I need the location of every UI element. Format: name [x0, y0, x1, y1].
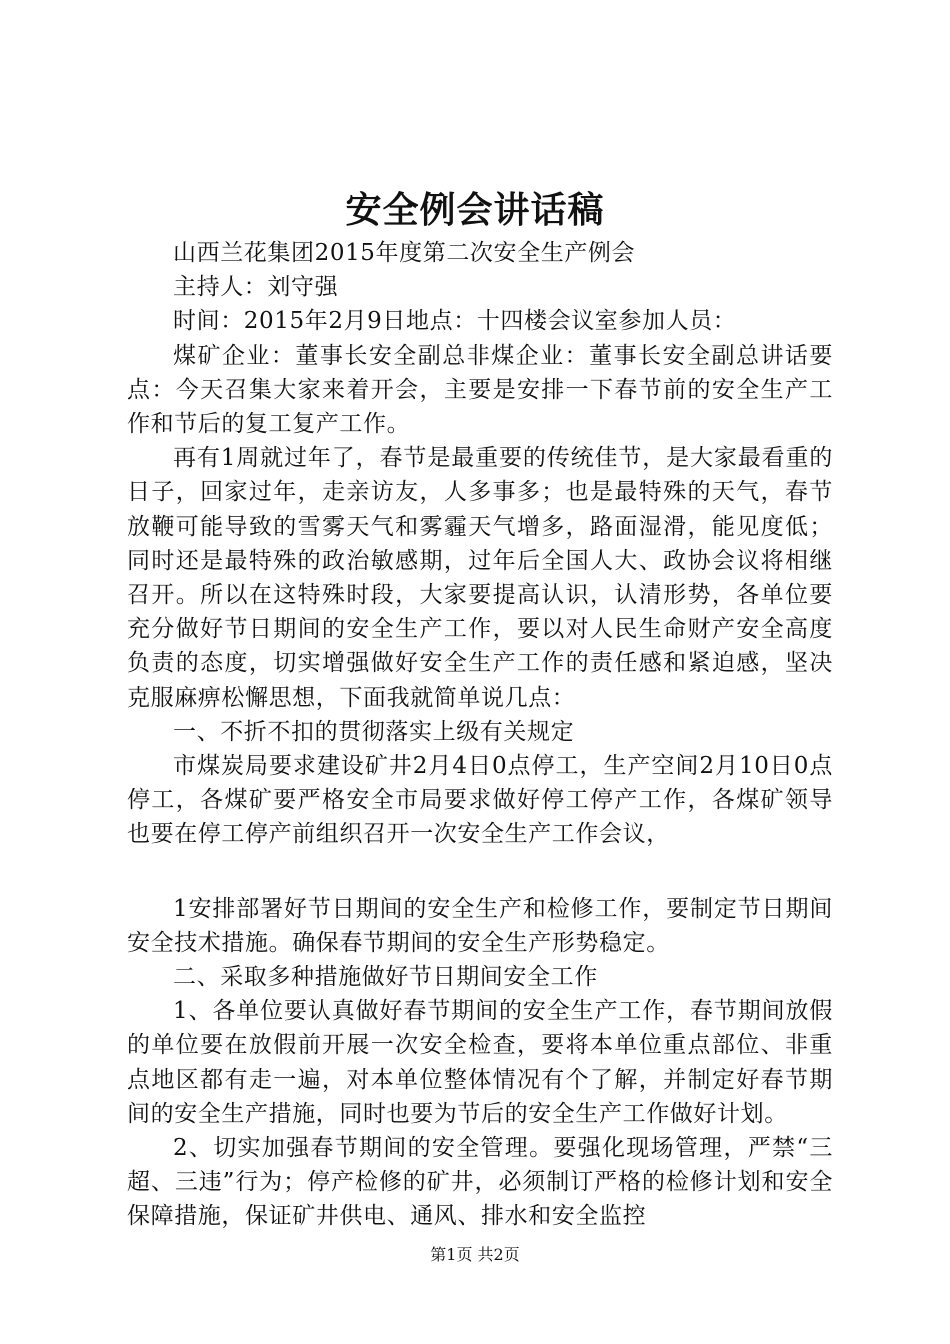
paragraph-host: 主持人：刘守强 — [173, 274, 339, 301]
section-heading-2: 二、采取多种措施做好节日期间安全工作 — [173, 964, 598, 991]
page-number-footer: 第1页 共2页 — [430, 1245, 520, 1264]
paragraph-shutdown: 市煤炭局要求建设矿井2月4日0点停工，生产空间2月10日0点停工，各煤矿要严格安全市局要求做好停工停产工作，各煤矿领导也要在停工停产前组织召开一次安全生产工作会议， — [127, 753, 833, 848]
paragraph-attendees: 煤矿企业：董事长安全副总非煤企业：董事长安全副总讲话要点：今天召集大家来着开会，主要是安排一下春节前的安全生产工作和节后的复工复产工作。 — [127, 342, 833, 438]
paragraph-time-place: 时间：2015年2月9日地点：十四楼会议室参加人员： — [173, 308, 737, 335]
paragraph-intro: 再有1周就过年了，春节是最重要的传统佳节，是大家最看重的日子，回家过年，走亲访友，人多事多；也是最特殊的天气，春节放鞭可能导致的雪雾天气和雾霾天气增多，路面湿滑，能见度低；同时还是最特殊的政治敏感期，过年后全国人大、政协会议将相继召开。所以在这特殊时段，大家要提高认识，认清形势，各单位要充分做好节日期间的安全生产工作，要以对人民生命财产安全高度负责的态度，切实增强做好安全生产工作的责任感和紧迫感，坚决克服麻痹松懈思想，下面我就简单说几点： — [127, 445, 833, 711]
document-body — [127, 236, 833, 1234]
paragraph-item-1: 1、各单位要认真做好春节期间的安全生产工作，春节期间放假的单位要在放假前开展一次安全检查，要将本单位重点部位、非重点地区都有走一遍，对本单位整体情况有个了解，并制定好春节期间的安全生产措施，同时也要为节后的安全生产工作做好计划。 — [127, 998, 833, 1127]
section-heading-1: 一、不折不扣的贯彻落实上级有关规定 — [173, 718, 575, 745]
paragraph-arrangement: 1安排部署好节日期间的安全生产和检修工作，要制定节日期间安全技术措施。确保春节期间的安全生产形势稳定。 — [127, 895, 833, 956]
document-title: 安全例会讲话稿 — [345, 189, 605, 231]
paragraph-item-2: 2、切实加强春节期间的安全管理。要强化现场管理，严禁“三超、三违”行为；停产检修的矿井，必须制订严格的检修计划和安全保障措施，保证矿井供电、通风、排水和安全监控 — [127, 1135, 833, 1230]
paragraph-meeting-name: 山西兰花集团2015年度第二次安全生产例会 — [173, 240, 636, 266]
